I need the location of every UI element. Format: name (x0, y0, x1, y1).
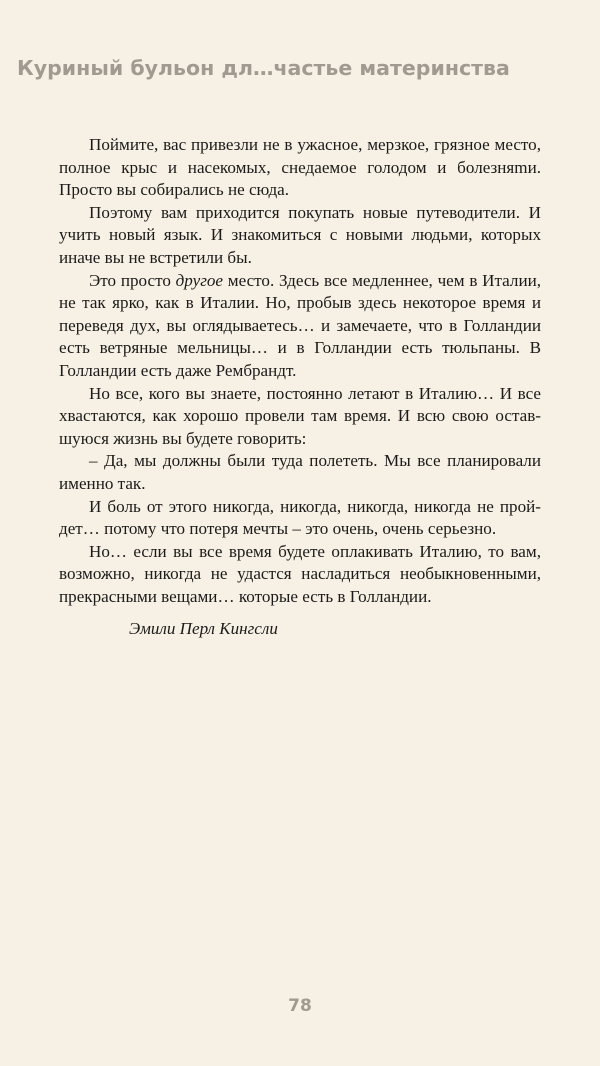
author-signature: Эмили Перл Кингсли (129, 619, 278, 639)
paragraph-rest: Здесь все медленнее, чем в Италии, не так ярко, как в Италии. Но, пробыв здесь некоторое время и переведя дух, вы оглядываетесь… и замечаете, что в Голландии есть ветряные мельницы… и в Голландии есть тюльпаны. В Голландии есть даже Рембрандт. (59, 270, 542, 380)
paragraph: Но все, кого вы знаете, постоянно летают в Италию… И все хвастаются, как хорошо провели там время. И всю свою оставшуюся жизнь вы будете говорить: (59, 383, 541, 448)
book-title: Куриный бульон дл…частье материнства (17, 56, 510, 80)
paragraph: Поймите, вас привезли не в ужасное, мерзкое, грязное место, полное крыс и насекомых, снедаемое голодом и болезняmи. Просто вы собирались не сюда. (59, 135, 541, 200)
page-number: 78 (288, 996, 312, 1016)
paragraph: Но… если вы все время будете оплакивать Италию, то вам, возможно, никогда не удастся насладиться необыкновенными, прекрасными вещами… которые есть в Голландии. (59, 541, 541, 606)
paragraph-connector: место. (223, 270, 279, 290)
paragraph-lead: Это просто (89, 270, 176, 290)
paragraph (59, 270, 541, 383)
paragraph: Поэтому вам приходится покупать новые путеводители. И учить новый язык. И знакомиться с новыми людьми, которых иначе вы не встретили бы. (59, 202, 541, 267)
page-body (59, 134, 541, 641)
paragraph: И боль от этого никогда, никогда, никогда, никогда не пройдет… потому что потеря мечты – это очень, очень серьезно. (59, 496, 541, 539)
emphasized-word: другое (175, 270, 223, 290)
paragraph: – Да, мы должны были туда полететь. Мы все планировали именно так. (59, 451, 541, 493)
